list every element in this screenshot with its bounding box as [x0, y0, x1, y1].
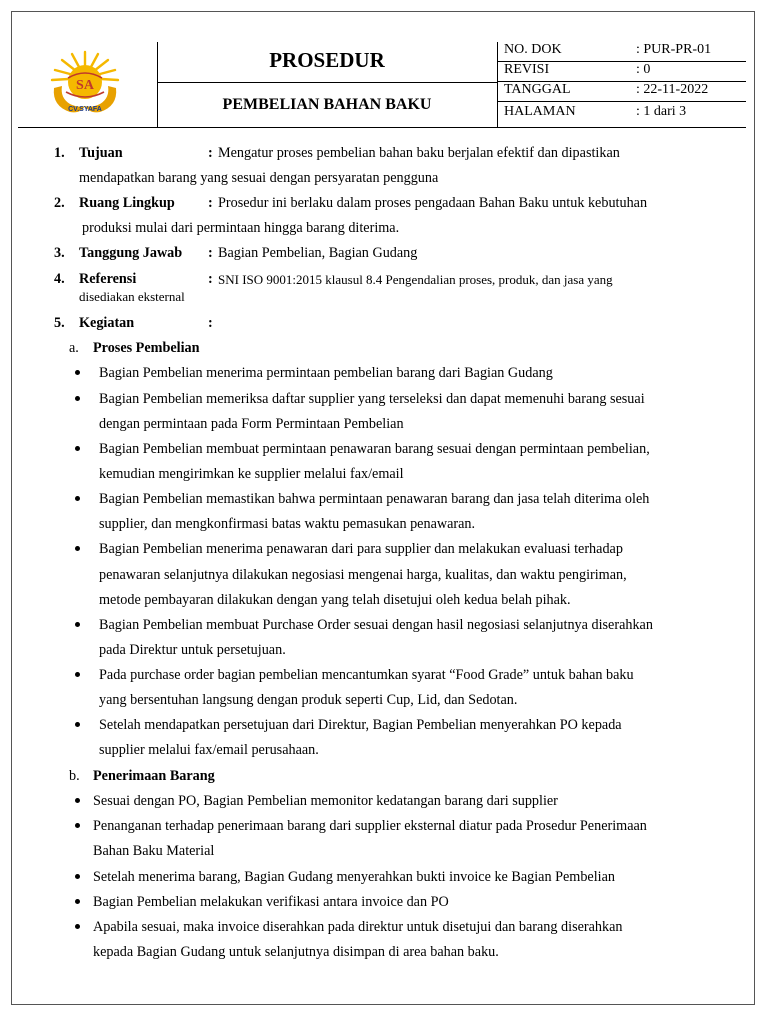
bullet-icon: [75, 446, 80, 451]
bullet-icon: [75, 722, 80, 727]
bullet-icon: [75, 496, 80, 501]
section-number: 1.: [54, 145, 65, 161]
header-divider-right: [497, 42, 498, 128]
bullet-icon: [75, 924, 80, 929]
subsection-marker: a.: [69, 340, 79, 356]
section-text: Mengatur proses pembelian bahan baku berjalan efektif dan dipastikan: [218, 145, 620, 161]
section-label-tujuan: Tujuan: [79, 145, 123, 161]
bullet-icon: [75, 672, 80, 677]
section-colon: :: [208, 315, 213, 331]
bullet-icon: [75, 823, 80, 828]
list-item: Bagian Pembelian membuat permintaan penawaran barang sesuai dengan permintaan pembelian,: [99, 441, 650, 457]
section-text: produksi mulai dari permintaan hingga barang diterima.: [82, 220, 400, 236]
section-label-tanggung-jawab: Tanggung Jawab: [79, 245, 183, 261]
document-title: PROSEDUR: [269, 48, 385, 72]
bullet-icon: [75, 370, 80, 375]
section-label-referensi: Referensi: [79, 271, 137, 287]
section-text: SNI ISO 9001:2015 klausul 8.4 Pengendalian proses, produk, dan jasa yang: [218, 272, 613, 287]
list-item-continued: yang bersentuhan langsung dengan produk seperti Cup, Lid, dan Sedotan.: [99, 692, 518, 708]
section-number: 3.: [54, 245, 65, 261]
svg-text:SA: SA: [76, 78, 94, 93]
list-item-continued: Bahan Baku Material: [93, 843, 215, 859]
section-text: disediakan eksternal: [79, 289, 185, 304]
subsection-marker: b.: [69, 768, 80, 784]
bullet-icon: [75, 874, 80, 879]
meta-value-tanggal: : 22-11-2022: [636, 82, 709, 97]
subsection-title-proses-pembelian: Proses Pembelian: [93, 340, 200, 356]
list-item: Penanganan terhadap penerimaan barang dari supplier eksternal diatur pada Prosedur Penerimaan: [93, 818, 647, 834]
bullet-icon: [75, 899, 80, 904]
section-text: Bagian Pembelian, Bagian Gudang: [218, 245, 418, 261]
meta-label-no-dok: NO. DOK: [504, 42, 562, 57]
list-item-continued: kemudian mengirimkan ke supplier melalui fax/email: [99, 466, 404, 482]
meta-value-no-dok: : PUR-PR-01: [636, 42, 712, 57]
list-item-continued: supplier, dan mengkonfirmasi batas waktu pemasukan penawaran.: [99, 516, 476, 532]
list-item: Bagian Pembelian membuat Purchase Order sesuai dengan hasil negosiasi selanjutnya diserahkan: [99, 617, 653, 633]
bullet-icon: [75, 622, 80, 627]
list-item: Sesuai dengan PO, Bagian Pembelian memonitor kedatangan barang dari supplier: [93, 793, 558, 809]
meta-label-halaman: HALAMAN: [504, 104, 576, 119]
list-item-continued: kepada Bagian Gudang untuk selanjutnya disimpan di area bahan baku.: [93, 944, 499, 960]
bullet-icon: [75, 546, 80, 551]
list-item: Bagian Pembelian melakukan verifikasi antara invoice dan PO: [93, 894, 449, 910]
section-colon: :: [208, 145, 213, 161]
list-item: Pada purchase order bagian pembelian mencantumkan syarat “Food Grade” untuk bahan baku: [99, 667, 634, 683]
section-number: 5.: [54, 315, 65, 331]
list-item: Setelah menerima barang, Bagian Gudang menyerahkan bukti invoice ke Bagian Pembelian: [93, 869, 616, 885]
section-label-ruang-lingkup: Ruang Lingkup: [79, 195, 175, 211]
list-item: Bagian Pembelian memastikan bahwa permintaan penawaran barang dan jasa telah diterima oleh: [99, 491, 650, 507]
list-item-continued: metode pembayaran dilakukan dengan yang telah disetujui oleh kedua belah pihak.: [99, 592, 571, 608]
section-colon: :: [208, 245, 213, 261]
subsection-title-penerimaan-barang: Penerimaan Barang: [93, 768, 215, 784]
list-item: Bagian Pembelian menerima permintaan pembelian barang dari Bagian Gudang: [99, 365, 553, 381]
section-colon: :: [208, 271, 213, 287]
bullet-icon: [75, 798, 80, 803]
list-item: Bagian Pembelian menerima penawaran dari para supplier dan melakukan evaluasi terhadap: [99, 541, 623, 557]
section-text: mendapatkan barang yang sesuai dengan persyaratan pengguna: [79, 170, 439, 186]
list-item-continued: pada Direktur untuk persetujuan.: [99, 642, 286, 658]
section-number: 2.: [54, 195, 65, 211]
list-item-continued: penawaran selanjutnya dilakukan negosiasi mengenai harga, kualitas, dan waktu pengiriman,: [99, 567, 627, 583]
list-item-continued: dengan permintaan pada Form Permintaan Pembelian: [99, 416, 404, 432]
list-item-continued: supplier melalui fax/email perusahaan.: [99, 742, 319, 758]
title-divider: [157, 82, 497, 83]
meta-value-revisi: : 0: [636, 62, 651, 77]
list-item: Apabila sesuai, maka invoice diserahkan pada direktur untuk disetujui dan barang diserahkan: [93, 919, 623, 935]
list-item: Setelah mendapatkan persetujuan dari Direktur, Bagian Pembelian menyerahkan PO kepada: [99, 717, 622, 733]
header-bottom-rule: [18, 127, 746, 128]
section-text: Prosedur ini berlaku dalam proses pengadaan Bahan Baku untuk kebutuhan: [218, 195, 648, 211]
meta-label-tanggal: TANGGAL: [504, 82, 571, 97]
section-number: 4.: [54, 271, 65, 287]
meta-rule-3: [497, 101, 746, 102]
section-colon: :: [208, 195, 213, 211]
logo-caption: CV.SYAFA: [68, 106, 102, 113]
meta-label-revisi: REVISI: [504, 62, 550, 77]
document-subtitle: PEMBELIAN BAHAN BAKU: [222, 96, 432, 113]
bullet-icon: [75, 396, 80, 401]
meta-value-halaman: : 1 dari 3: [636, 104, 687, 119]
section-label-kegiatan: Kegiatan: [79, 315, 135, 331]
list-item: Bagian Pembelian memeriksa daftar supplier yang terseleksi dan dapat memenuhi barang sesuai: [99, 391, 645, 407]
